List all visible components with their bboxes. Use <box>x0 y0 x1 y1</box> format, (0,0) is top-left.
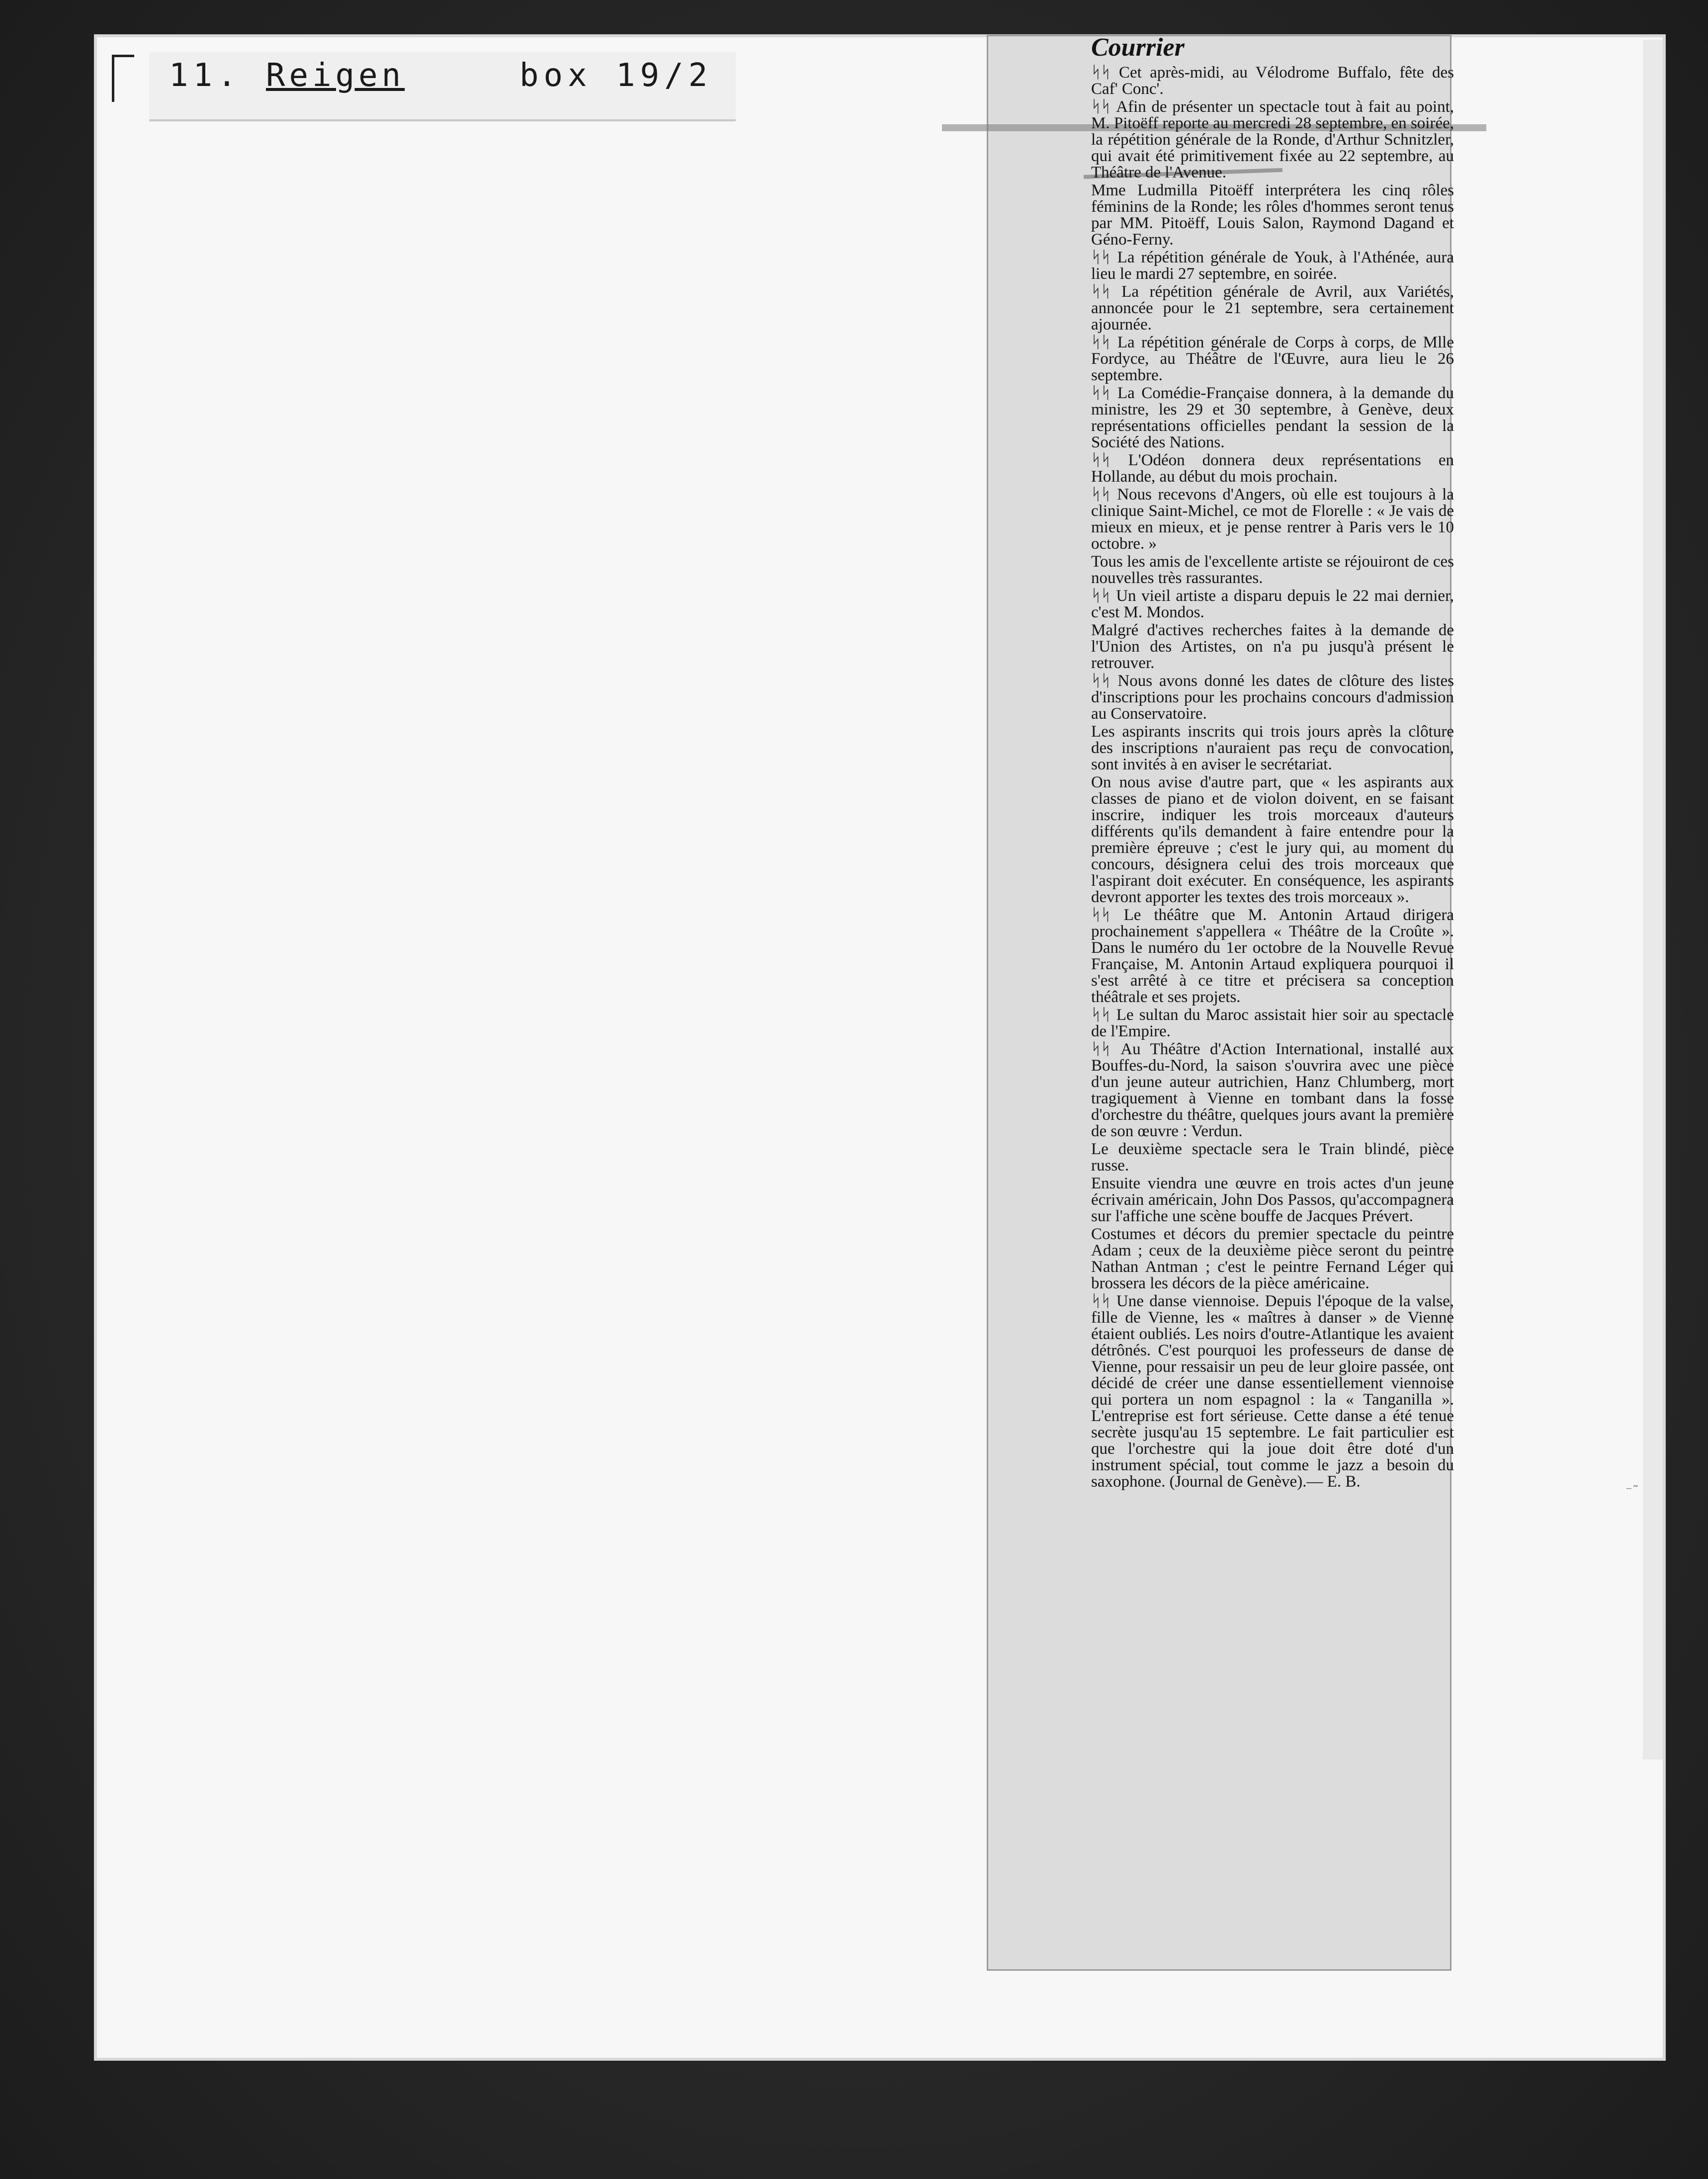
clipping-paragraph: Mme Ludmilla Pitoëff interprétera les cinq rôles féminins de la Ronde; les rôles d'hommes seront tenus par MM. Pitoëff, Louis Salon, Raymond Dagand et Géno-Ferny. <box>1091 181 1454 249</box>
clipping-paragraph: Costumes et décors du premier spectacle du peintre Adam ; ceux de la deuxième pièce seront du peintre Nathan Antman ; c'est le peintre Fernand Léger qui brossera les décors de la pièce américaine. <box>1091 1225 1454 1292</box>
label-box: box 19/2 <box>519 57 713 94</box>
clipping-paragraph: ᛋᛋ La répétition générale de Corps à corps, de Mlle Fordyce, au Théâtre de l'Œuvre, aura lieu le 26 septembre. <box>1091 334 1454 384</box>
clipping-paragraph: ᛋᛋ La répétition générale de Avril, aux Variétés, annoncée pour le 21 septembre, sera certainement ajournée. <box>1091 283 1454 334</box>
label-number: 11. <box>169 57 242 94</box>
clipping-paragraph: ᛋᛋ Le théâtre que M. Antonin Artaud dirigera prochainement s'appellera « Théâtre de la Croûte ». Dans le numéro du 1er octobre de la Nouvelle Revue Française, M. Antonin Artaud expliquera pourquoi il s'est arrêté à ce titre et précisera sa conception théâtrale et ses projets. <box>1091 906 1454 1006</box>
clipping-paragraph: ᛋᛋ Nous avons donné les dates de clôture des listes d'inscriptions pour les prochains concours d'admission au Conservatoire. <box>1091 672 1454 723</box>
clipping-paragraph: ᛋᛋ Au Théâtre d'Action International, installé aux Bouffes-du-Nord, la saison s'ouvrira avec une pièce d'un jeune auteur autrichien, Hanz Chlumberg, mort tragiquement à Vienne en tombant dans la fosse d'orchestre du théâtre, quelques jours avant la première de son œuvre : Verdun. <box>1091 1040 1454 1140</box>
clipping-paragraph: ᛋᛋ Cet après-midi, au Vélodrome Buffalo, fête des Caf' Conc'. <box>1091 64 1454 98</box>
label-rule <box>149 119 736 121</box>
clipping-heading: Courrier <box>1091 35 1185 62</box>
clipping-paragraph: Le deuxième spectacle sera le Train blindé, pièce russe. <box>1091 1140 1454 1174</box>
clipping-paragraphs <box>1091 65 1454 1490</box>
clipping-paragraph: ᛋᛋ Une danse viennoise. Depuis l'époque de la valse, fille de Vienne, les « maîtres à danser » de Vienne étaient oubliés. Les noirs d'outre-Atlantique les avaient détrônés. C'est pourquoi les professeurs de danse de Vienne, pour ressaisir un peu de leur gloire passée, ont décidé de créer une danse essentiellement viennoise qui portera un nom espagnol : la « Tanganilla ». L'entreprise est fort sérieuse. Cette danse a été tenue secrète jusqu'au 15 septembre. Le fait particulier est que l'orchestre qui la joue doit être doté d'un instrument spécial, tout comme le jazz a besoin du saxophone. (Journal de Genève).— E. B. <box>1091 1292 1454 1491</box>
clipping-paragraph: Les aspirants inscrits qui trois jours après la clôture des inscriptions n'auraient pas reçu de convocation, sont invités à en aviser le secrétariat. <box>1091 723 1454 773</box>
clipping-paragraph: On nous avise d'autre part, que « les aspirants aux classes de piano et de violon doivent, en se faisant inscrire, indiquer les trois morceaux d'auteurs différents qu'ils demandent à faire entendre pour la première épreuve ; c'est le jury qui, au moment du concours, désignera celui des trois morceaux que l'aspirant doit exécuter. En conséquence, les aspirants devront apporter les textes des trois morceaux ». <box>1091 773 1454 906</box>
clipping-paragraph: ᛋᛋ La Comédie-Française donnera, à la demande du ministre, les 29 et 30 septembre, à Genève, deux représentations officielles pendant la session de la Société des Nations. <box>1091 384 1454 451</box>
clipping-paragraph: ᛋᛋ Un vieil artiste a disparu depuis le 22 mai dernier, c'est M. Mondos. <box>1091 587 1454 621</box>
clipping-paragraph: ᛋᛋ Afin de présenter un spectacle tout à fait au point, M. Pitoëff reporte au mercredi 28 septembre, en soirée, la répétition générale de la Ronde, d'Arthur Schnitzler, qui avait été primitivement fixée au 22 septembre, au Théâtre de l'Avenue. <box>1091 98 1454 181</box>
sheet-edge <box>1643 40 1663 1760</box>
clipping-paragraph: ᛋᛋ Nous recevons d'Angers, où elle est toujours à la clinique Saint-Michel, ce mot de Florelle : « Je vais de mieux en mieux, et je pense rentrer à Paris vers le 10 octobre. » <box>1091 486 1454 553</box>
clipping-paragraph: Tous les amis de l'excellente artiste se réjouiront de ces nouvelles très rassurantes. <box>1091 553 1454 587</box>
clipping-paragraph: Ensuite viendra une œuvre en trois actes d'un jeune écrivain américain, John Dos Passos, qu'accompagnera sur l'affiche une scène bouffe de Jacques Prévert. <box>1091 1174 1454 1225</box>
clipping-paragraph: ᛋᛋ La répétition générale de Youk, à l'Athénée, aura lieu le mardi 27 septembre, en soirée. <box>1091 249 1454 283</box>
clipping-paragraph: ᛋᛋ Le sultan du Maroc assistait hier soir au spectacle de l'Empire. <box>1091 1006 1454 1040</box>
clipping-paragraph: ᛋᛋ L'Odéon donnera deux représentations en Hollande, au début du mois prochain. <box>1091 451 1454 486</box>
clipping-paragraph: Malgré d'actives recherches faites à la demande de l'Union des Artistes, on n'a pu jusqu'à présent le retrouver. <box>1091 621 1454 672</box>
corner-bracket <box>112 55 134 102</box>
clipping-text <box>1091 35 1454 1963</box>
margin-mark: ⁻˜ <box>1625 1484 1639 1499</box>
label-title: Reigen <box>266 57 405 94</box>
